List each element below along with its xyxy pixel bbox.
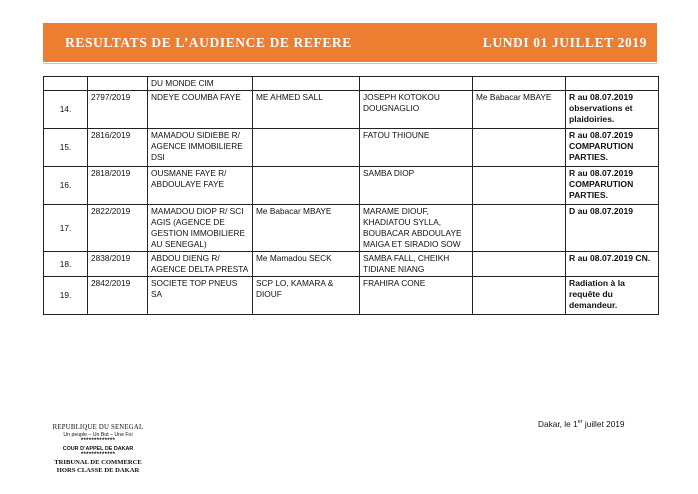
cell-lawyer: SAMBA DIOP	[360, 167, 473, 205]
cell-num	[44, 77, 88, 91]
cell-parties: OUSMANE FAYE R/ ABDOULAYE FAYE	[148, 167, 253, 205]
cell-result: R au 08.07.2019 COMPARUTION PARTIES.	[566, 167, 659, 205]
cell-result: R au 08.07.2019 COMPARUTION PARTIES.	[566, 129, 659, 167]
cell-case: 2818/2019	[88, 167, 148, 205]
cell-num: 15.	[44, 129, 88, 167]
cell-case: 2838/2019	[88, 252, 148, 277]
cell-lawyer	[473, 77, 566, 91]
cell-lawyer: SAMBA FALL, CHEIKH TIDIANE NIANG	[360, 252, 473, 277]
header-rule	[43, 63, 657, 64]
cell-lawyer: FRAHIRA CONE	[360, 277, 473, 315]
cell-case: 2816/2019	[88, 129, 148, 167]
cell-num: 16.	[44, 167, 88, 205]
court-name: COUR D’APPEL DE DAKAR	[62, 446, 134, 452]
cell-case	[88, 77, 148, 91]
table-row	[44, 129, 659, 167]
star-divider: *************	[80, 438, 116, 444]
cell-parties: MAMADOU DIOP R/ SCI AGIS (AGENCE DE GESTION IMMOBILIERE AU SENEGAL)	[148, 205, 253, 252]
cell-lawyer	[253, 77, 360, 91]
cell-lawyer: Me Babacar MBAYE	[253, 205, 360, 252]
cell-lawyer	[253, 167, 360, 205]
table-row	[44, 91, 659, 129]
header-banner	[43, 23, 657, 62]
cell-case: 2842/2019	[88, 277, 148, 315]
cell-result	[566, 77, 659, 91]
cell-case: 2797/2019	[88, 91, 148, 129]
cell-num: 19.	[44, 277, 88, 315]
cell-lawyer	[473, 129, 566, 167]
star-divider: *************	[80, 452, 116, 458]
cell-parties: DU MONDE CIM	[148, 77, 253, 91]
cell-lawyer	[473, 167, 566, 205]
cell-lawyer: JOSEPH KOTOKOU DOUGNAGLIO	[360, 91, 473, 129]
cell-num: 17.	[44, 205, 88, 252]
place-date-line	[538, 419, 625, 429]
table-row	[44, 205, 659, 252]
national-motto: Un peuple – Un But – Une Foi	[63, 432, 133, 438]
cell-lawyer	[473, 277, 566, 315]
cell-num: 18.	[44, 252, 88, 277]
court-signature-block	[43, 424, 153, 474]
cell-parties: NDEYE COUMBA FAYE	[148, 91, 253, 129]
cell-result: Radiation à la requête du demandeur.	[566, 277, 659, 315]
table-row-continuation	[44, 77, 659, 91]
date-prefix: Dakar, le 1	[538, 419, 578, 429]
cell-result: R au 08.07.2019 CN.	[566, 252, 659, 277]
republic-name: REPUBLIQUE DU SENEGAL	[52, 424, 144, 431]
tribunal-class: HORS CLASSE DE DAKAR	[56, 467, 140, 474]
cell-parties: ABDOU DIENG R/ AGENCE DELTA PRESTA	[148, 252, 253, 277]
table-row	[44, 277, 659, 315]
document-title: RESULTATS DE L’AUDIENCE DE REFERE	[65, 34, 352, 50]
cell-lawyer: Me Mamadou SECK	[253, 252, 360, 277]
cell-parties: MAMADOU SIDIEBE R/ AGENCE IMMOBILIERE DSI	[148, 129, 253, 167]
cell-lawyer	[473, 252, 566, 277]
cell-lawyer: SCP LO, KAMARA & DIOUF	[253, 277, 360, 315]
hearing-date: LUNDI 01 JUILLET 2019	[482, 34, 647, 50]
cell-case: 2822/2019	[88, 205, 148, 252]
date-suffix: juillet 2019	[582, 419, 625, 429]
cell-result: R au 08.07.2019 observations et plaidoiries.	[566, 91, 659, 129]
table-row	[44, 167, 659, 205]
cell-lawyer	[360, 77, 473, 91]
cell-parties: SOCIETE TOP PNEUS SA	[148, 277, 253, 315]
results-table	[43, 76, 659, 315]
cell-num: 14.	[44, 91, 88, 129]
cell-result: D au 08.07.2019	[566, 205, 659, 252]
tribunal-name: TRIBUNAL DE COMMERCE	[54, 459, 142, 466]
cell-lawyer: FATOU THIOUNE	[360, 129, 473, 167]
cell-lawyer: MARAME DIOUF, KHADIATOU SYLLA, BOUBACAR ABDOULAYE MAIGA ET SIRADIO SOW	[360, 205, 473, 252]
cell-lawyer: Me Babacar MBAYE	[473, 91, 566, 129]
cell-lawyer: ME AHMED SALL	[253, 91, 360, 129]
date-superscript: er	[577, 419, 583, 426]
cell-lawyer	[473, 205, 566, 252]
table-row	[44, 252, 659, 277]
cell-lawyer	[253, 129, 360, 167]
